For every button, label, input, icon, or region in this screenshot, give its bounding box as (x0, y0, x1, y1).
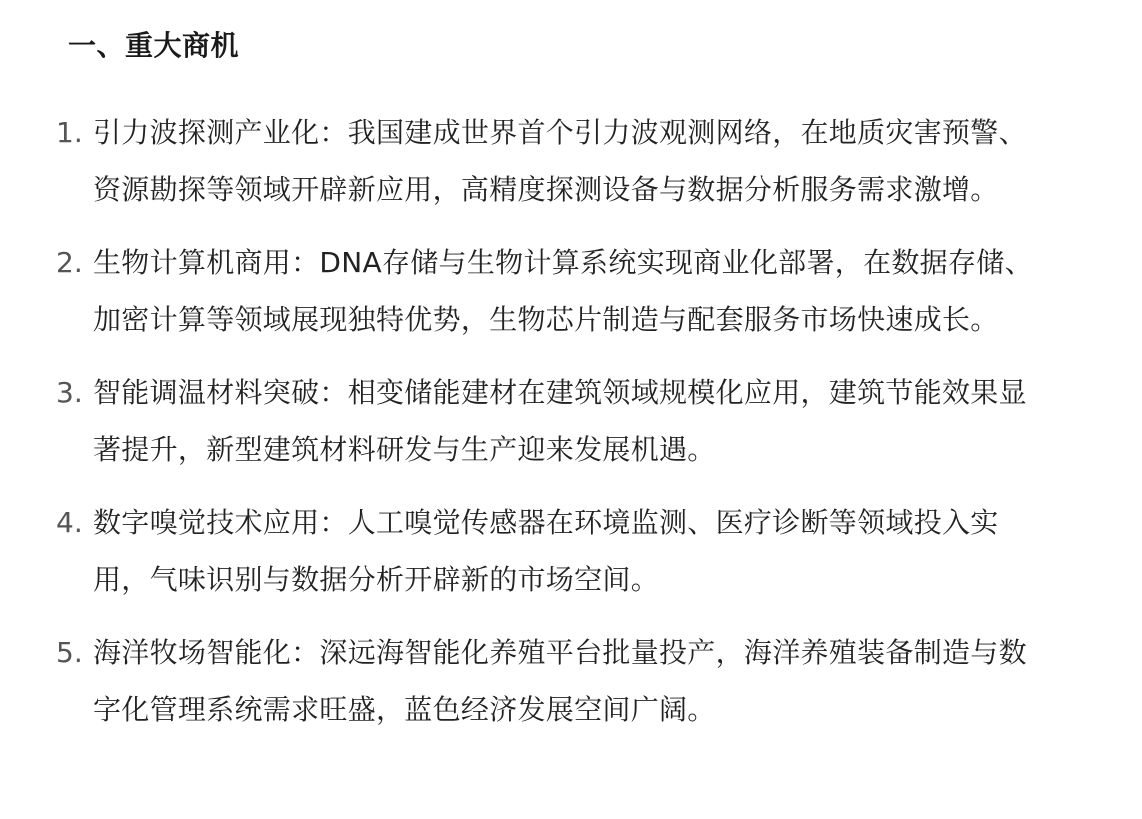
list-item-number: 2. (56, 246, 83, 279)
list-item-number: 1. (56, 116, 83, 149)
list-item-number: 5. (56, 636, 83, 669)
list-item-number: 4. (56, 506, 83, 539)
list-item-text: 生物计算机商用：DNA存储与生物计算系统实现商业化部署，在数据存储、加密计算等领域展现独特优势，生物芯片制造与配套服务市场快速成长。 (93, 246, 1033, 336)
list-item-text: 海洋牧场智能化：深远海智能化养殖平台批量投产，海洋养殖装备制造与数字化管理系统需求旺盛，蓝色经济发展空间广阔。 (93, 636, 1027, 726)
list-item (56, 364, 1142, 478)
list-item-text: 数字嗅觉技术应用：人工嗅觉传感器在环境监测、医疗诊断等领域投入实用，气味识别与数据分析开辟新的市场空间。 (93, 506, 999, 596)
list-item-text: 引力波探测产业化：我国建成世界首个引力波观测网络，在地质灾害预警、资源勘探等领域开辟新应用，高精度探测设备与数据分析服务需求激增。 (93, 116, 1027, 206)
section-heading: 一、重大商机 (68, 29, 240, 62)
list-item-number: 3. (56, 376, 83, 409)
list-item (56, 494, 1142, 608)
opportunity-list (56, 104, 1142, 738)
list-item (56, 234, 1142, 348)
list-item (56, 104, 1142, 218)
list-item-text: 智能调温材料突破：相变储能建材在建筑领域规模化应用，建筑节能效果显著提升，新型建筑材料研发与生产迎来发展机遇。 (93, 376, 1027, 466)
list-item (56, 624, 1142, 738)
